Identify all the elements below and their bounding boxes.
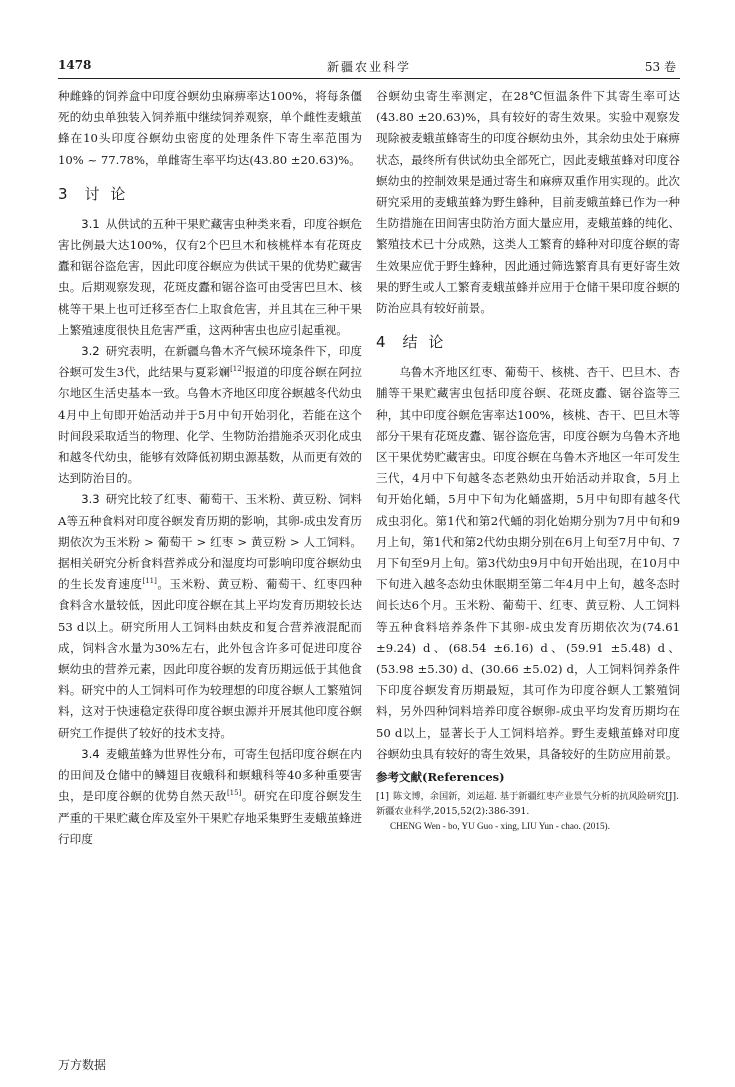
reference-item [376, 789, 680, 819]
volume-label: 53 卷 [644, 60, 676, 74]
section-number: 3 [58, 184, 71, 203]
paragraph-3-4-continued: 谷螟幼虫寄生率测定，在28℃恒温条件下其寄生率可达(43.80 ±20.63)%，具有较好的寄生效果。实验中观察发现除被麦蛾茧蜂寄生的印度谷螟幼虫外，其余幼虫处于麻痹状态，最终所有供试幼虫全部死亡，因此麦蛾茧蜂对印度谷螟幼虫的控制效果是通过寄生和麻痹双重作用实现的。此次研究采用的麦蛾茧蜂为野生蜂种，目前麦蛾茧蜂已作为一种生防措施在田间害虫防治方面大量应用，麦蛾茧蜂的纯化、繁殖技术已十分成熟，这类人工繁育的蜂种对印度谷螟的寄生效果应优于野生蜂种，因此通过筛选繁育具有更好寄生效果的野生或人工繁育麦蛾茧蜂并应用于仓储干果印度谷螟的防治应具有较好前景。 [376, 89, 680, 316]
page-header [58, 56, 680, 79]
paragraph-text: 。玉米粉、黄豆粉、葡萄干、红枣四种食料含水量较低，因此印度谷螟在其上平均发育历期较长达53 d以上。研究所用人工饲料由麸皮和复合营养液混配而成，饲料含水量为30%左右，此外包含许多可促进印度谷螟幼虫的营养元素，因此印度谷螟的发育历期远低于其他食料。研究中的人工饲料可作为较理想的印度谷螟人工繁殖饲料，这对于快速稳定获得印度谷螟虫源并开展其他印度谷螟研究工作提供了较好的技术支持。 [58, 577, 362, 740]
subsection-number: 3.3 [81, 492, 100, 507]
references-heading: 参考文献(References) [376, 770, 505, 785]
footer-watermark: 万方数据 [58, 1058, 107, 1072]
paragraph-3-3 [58, 489, 362, 743]
left-column [58, 86, 362, 850]
subsection-number: 3.2 [81, 344, 100, 359]
subsection-number: 3.1 [81, 216, 100, 231]
paragraph-3-2 [58, 341, 362, 489]
section-title: 结 论 [402, 333, 447, 352]
paragraph-3-1 [58, 214, 362, 341]
right-column [376, 86, 680, 834]
paragraph-text: 麦蛾茧蜂为世界性分布，可寄生包括印度谷螟在内的田间及仓储中的鳞翅目夜蛾科和螟蛾科等40多种重要害虫，是印度谷螟的优势自然天敌 [58, 746, 362, 804]
section-4-heading [376, 331, 680, 352]
citation: [11] [142, 577, 157, 586]
journal-title: 新疆农业科学 [326, 60, 411, 74]
conclusion-paragraph: 乌鲁木齐地区红枣、葡萄干、核桃、杏干、巴旦木、杏脯等干果贮藏害虫包括印度谷螟、花斑皮蠹、锯谷盗等三种，其中印度谷螟危害率达100%，核桃、杏干、巴旦木等部分干果有花斑皮蠹、锯谷盗危害，印度谷螟为乌鲁木齐地区干果优势贮藏害虫。印度谷螟在乌鲁木齐地区一年可发生三代，4月中下旬越冬态老熟幼虫开始活动并取食，5月上旬开始化蛹，5月中下旬为化蛹盛期，5月中旬即有越冬代成虫羽化。第1代和第2代蛹的羽化始期分别为7月中旬和9月上旬，第1代和第2代幼虫期分别在6月上旬至7月中旬、7月下旬至9月上旬。第3代幼虫9月中旬开始出现，在10月中下旬进入越冬态幼虫休眠期至第二年4月中上旬，越冬态时间长达6个月。玉米粉、葡萄干、红枣、黄豆粉、人工饲料等五种食料培养条件下其卵-成虫发育历期依次为(74.61 ±9.24) d、(68.54 ±6.16) d、(59.91 ±5.48) d、(53.98 ±5.30) d、(30.66 ±5.02) d，人工饲料饲养条件下印度谷螟发育历期最短，其可作为印度谷螟人工繁殖饲料，另外四种饲料培养印度谷螟卵-成虫平均发育历期均在50 d以上，显著长于人工饲料培养。野生麦蛾茧蜂对印度谷螟幼虫具有较好的寄生效果，具备较好的生防应用前景。 [376, 365, 680, 761]
citation: [12] [230, 365, 245, 374]
paragraph-3-4 [58, 744, 362, 850]
paragraph-text: 从供试的五种干果贮藏害虫种类来看，印度谷螟危害比例最大达100%，仅有2个巴旦木和核桃样本有花斑皮蠹和锯谷盗危害，因此印度谷螟应为供试干果的优势贮藏害虫。后期观察发现，花斑皮蠹和锯谷盗可由受害巴旦木、核桃等干果上也可迁移至杏仁上取食危害，并且其在三种干果上繁殖速度很快且危害严重，这两种害虫也应引起重视。 [58, 216, 362, 337]
section-3-heading [58, 183, 362, 204]
page-number: 1478 [58, 58, 92, 72]
subsection-number: 3.4 [81, 746, 100, 761]
citation: [15] [226, 789, 242, 798]
reference-text-zh: 陈文博，余国新，刘运超. 基于新疆红枣产业景气分析的抗风险研究[J]. 新疆农业科学,2015,52(2):386-391. [376, 791, 680, 818]
intro-paragraph: 种雌蜂的饲养盒中印度谷螟幼虫麻痹率达100%，将每条僵死的幼虫单独装入饲养瓶中继续饲养观察，单个雌性麦蛾茧蜂在10头印度谷螟幼虫密度的处理条件下寄生率范围为10% ~ 77.78%，单雌寄生率平均达(43.80 ±20.63)%。 [58, 89, 362, 167]
reference-text-en: CHENG Wen - bo, YU Guo - xing, LIU Yun - chao. (2015). [390, 821, 610, 832]
section-title: 讨 论 [84, 184, 129, 203]
section-number: 4 [376, 333, 389, 352]
reference-number: [1] [376, 791, 390, 803]
paragraph-text: 报道的印度谷螟在阿拉尔地区生活史基本一致。乌鲁木齐地区印度谷螟越冬代幼虫4月中上旬即开始活动并于5月中旬开始羽化，若能在这个时间段采取适当的物理、化学、生物防治措施杀灭羽化成虫和越冬代幼虫，能够有效降低初期虫源基数，从而更有效的达到防治目的。 [58, 365, 362, 486]
paragraph-text: 研究表明，在新疆乌鲁木齐气候环境条件下，印度谷螟可发生3代，此结果与夏彩斓 [58, 344, 362, 380]
paragraph-text: 研究比较了红枣、葡萄干、玉米粉、黄豆粉、饲料A等五种食料对印度谷螟发育历期的影响，其卵-成虫发育历期依次为玉米粉 > 葡萄干 > 红枣 > 黄豆粉 > 人工饲料。据相关研究分析食料营养成分和湿度均可影响印度谷螟幼虫的生长发育速度 [58, 492, 362, 592]
paragraph-text: 。研究在印度谷螟发生严重的干果贮藏仓库及室外干果贮存地采集野生麦蛾茧蜂进行印度 [58, 789, 362, 846]
